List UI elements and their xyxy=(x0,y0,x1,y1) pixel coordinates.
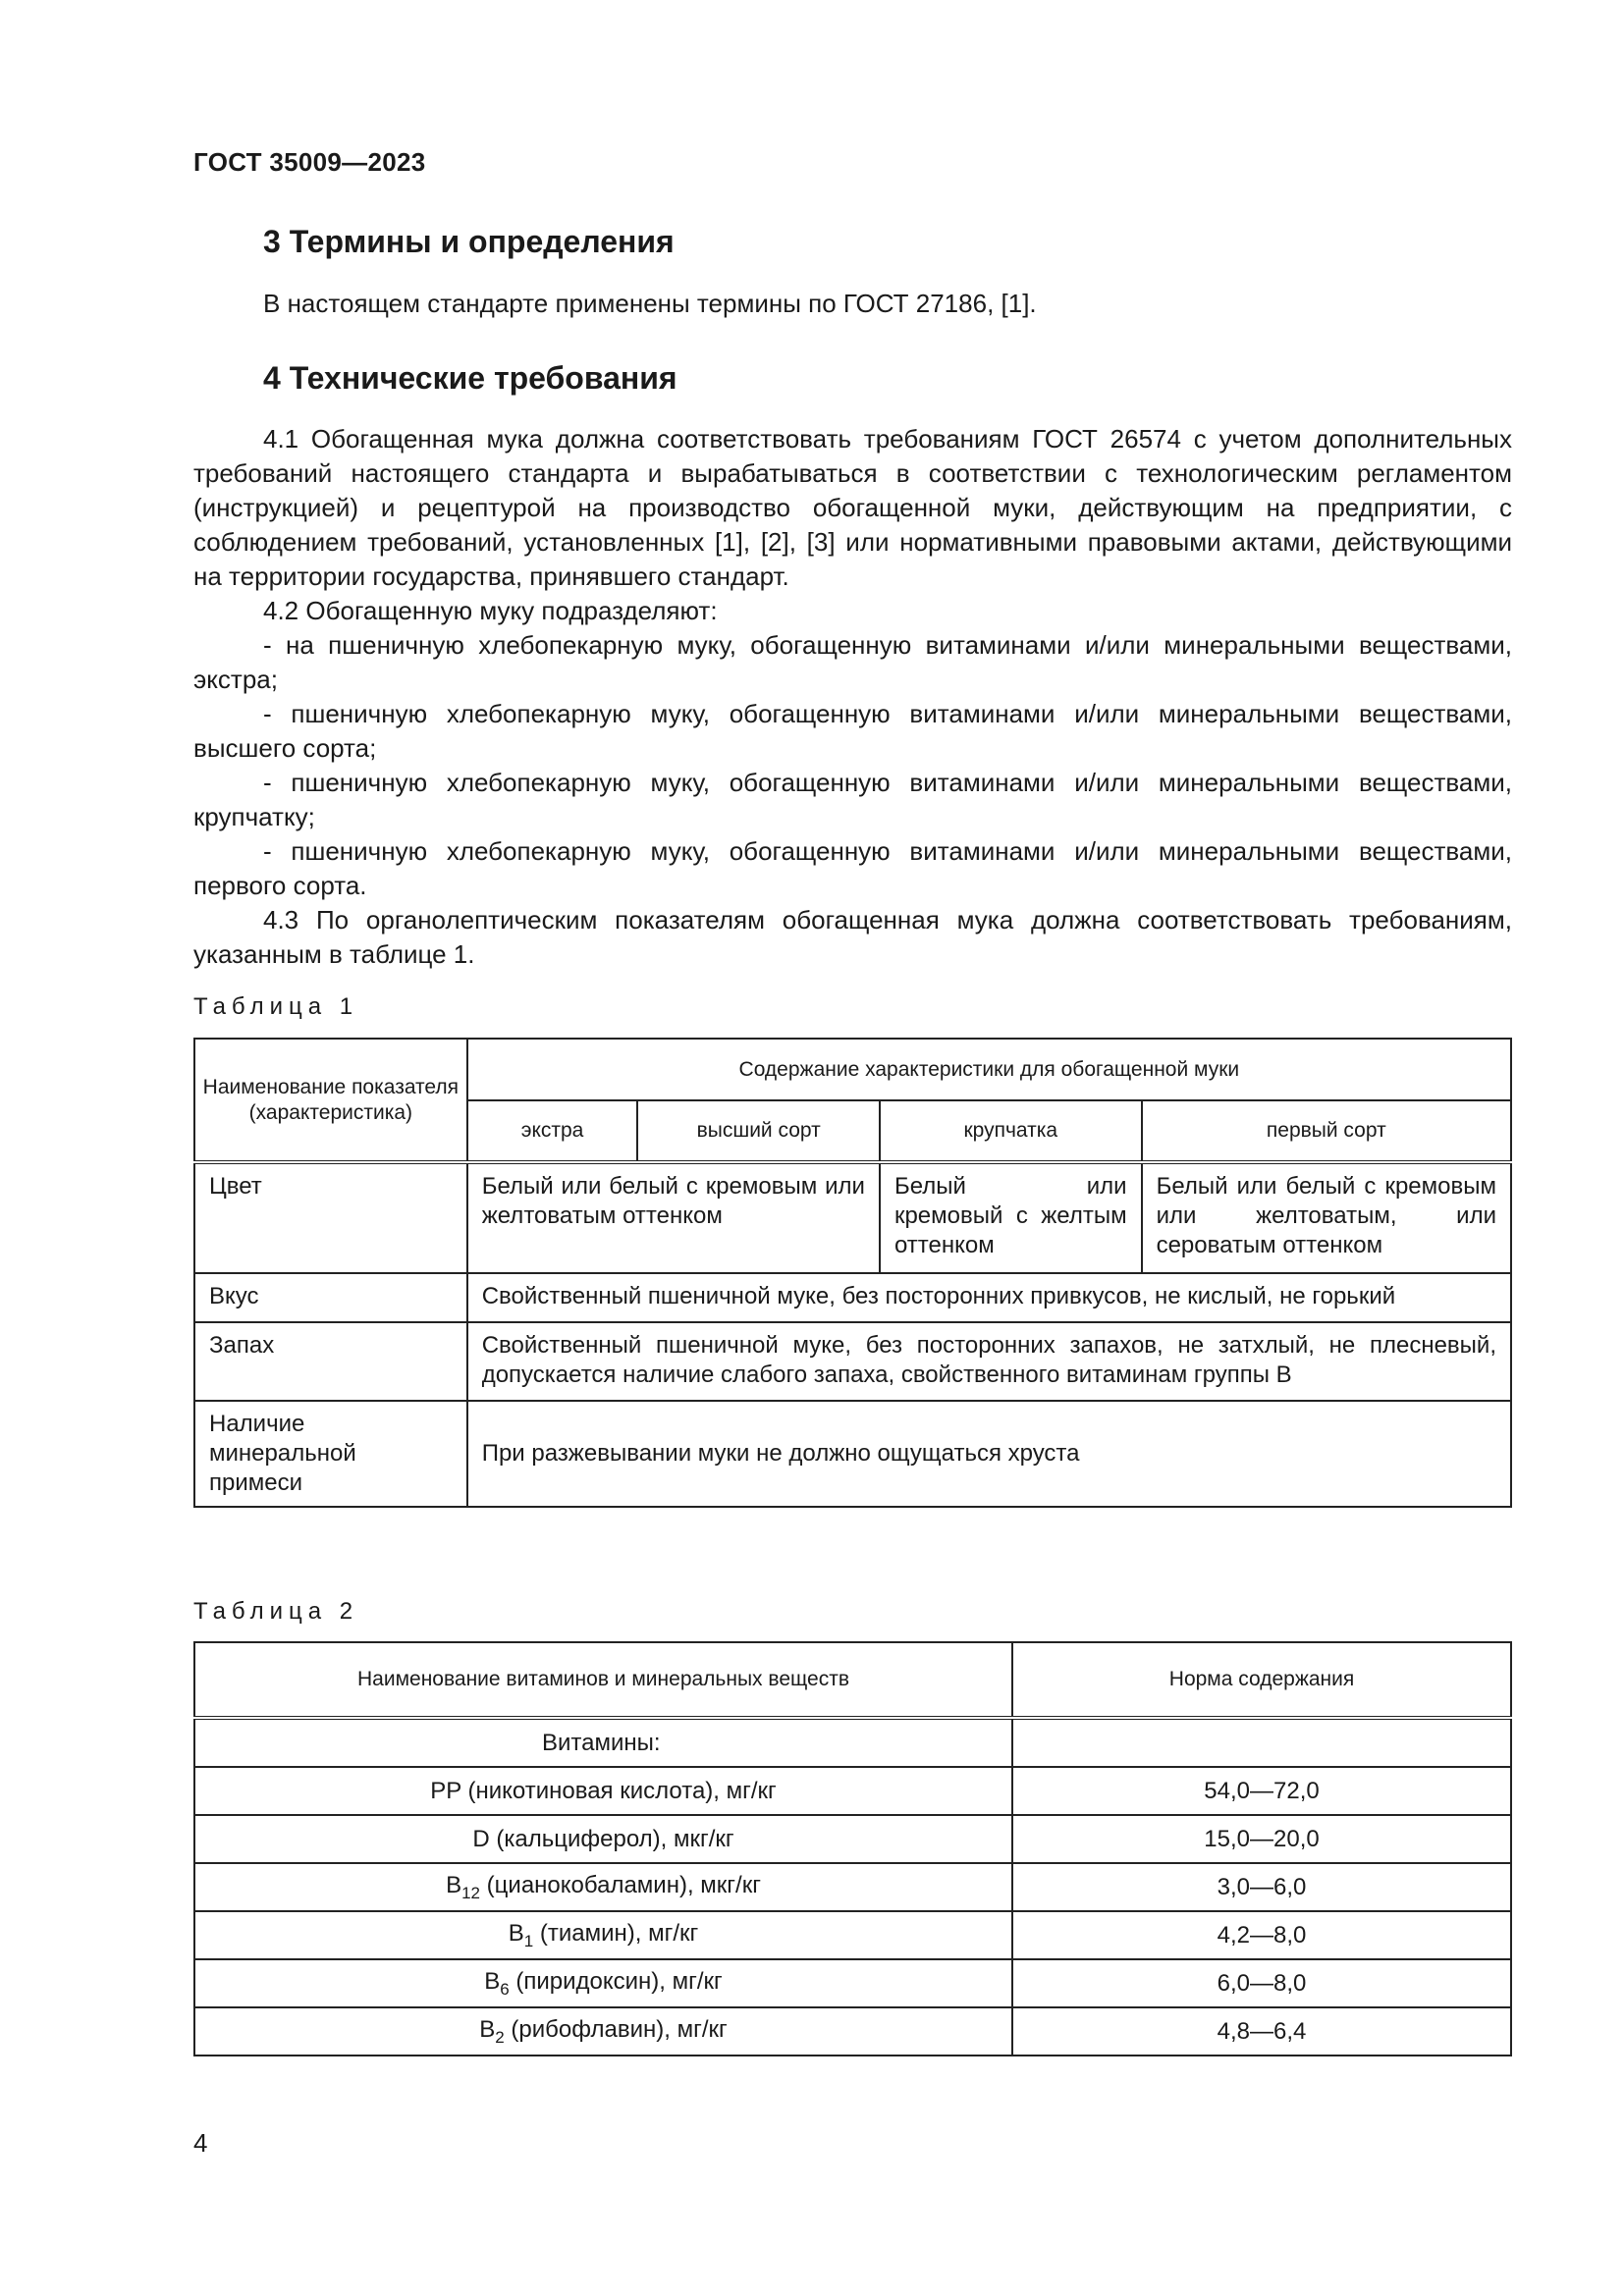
table-1-cell: Белый или кремовый с желтым оттенком xyxy=(880,1162,1142,1273)
vitamin-desc: (никотиновая кислота), мг/кг xyxy=(460,1777,777,1804)
table-2-empty-cell xyxy=(1012,1718,1511,1767)
table-2-norm: 15,0—20,0 xyxy=(1012,1815,1511,1863)
table-1-cell: Белый или белый с кремовым или желтоватым, или сероватым оттенком xyxy=(1142,1162,1511,1273)
table-row xyxy=(194,1959,1511,2007)
vitamin-symbol: D xyxy=(472,1825,490,1852)
vitamin-symbol: B xyxy=(446,1871,462,1898)
table-2 xyxy=(193,1641,1512,2056)
paragraph-4-3: 4.3 По органолептическим показателям обогащенная мука должна соответствовать требованиям, указанным в таблице 1. xyxy=(193,905,1512,969)
list-item: - пшеничную хлебопекарную муку, обогащенную витаминами и/или минеральными веществами, высшего сорта; xyxy=(193,699,1512,763)
table-1-cell: При разжевывании муки не должно ощущаться хруста xyxy=(467,1401,1511,1507)
table-2-vitamin-name xyxy=(194,2007,1012,2056)
table-1 xyxy=(193,1038,1512,1508)
document-header: ГОСТ 35009—2023 xyxy=(193,147,426,177)
vitamin-subscript: 12 xyxy=(461,1883,481,1902)
vitamin-subscript: 1 xyxy=(523,1931,534,1950)
table-2-norm: 4,8—6,4 xyxy=(1012,2007,1511,2056)
section-4-title: 4 Технические требования xyxy=(263,360,677,396)
table-1-cell: Свойственный пшеничной муке, без посторонних привкусов, не кислый, не горький xyxy=(467,1273,1511,1322)
table-2-norm: 54,0—72,0 xyxy=(1012,1767,1511,1815)
table-1-header-group: Содержание характеристики для обогащенной муки xyxy=(467,1039,1511,1100)
table-1-row-name: Запах xyxy=(194,1322,467,1401)
vitamin-desc: (тиамин), мг/кг xyxy=(533,1919,699,1947)
vitamin-symbol: B xyxy=(484,1967,501,1995)
vitamin-desc: (рибофлавин), мг/кг xyxy=(504,2015,728,2043)
vitamin-subscript: 6 xyxy=(500,1979,510,1999)
list-item: - на пшеничную хлебопекарную муку, обогащенную витаминами и/или минеральными веществами, экстра; xyxy=(193,630,1512,694)
table-2-norm: 6,0—8,0 xyxy=(1012,1959,1511,2007)
table-1-cell: Белый или белый с кремовым или желтоватым оттенком xyxy=(467,1162,880,1273)
table-row xyxy=(194,1911,1511,1959)
vitamin-subscript: 2 xyxy=(495,2027,505,2047)
table-1-header-grade: экстра xyxy=(467,1100,638,1162)
section-3-title: 3 Термины и определения xyxy=(263,224,675,259)
table-2-header-name: Наименование витаминов и минеральных веществ xyxy=(194,1642,1012,1718)
table-2-norm: 4,2—8,0 xyxy=(1012,1911,1511,1959)
vitamin-desc: (пиридоксин), мг/кг xyxy=(509,1967,723,1995)
vitamin-desc: (кальциферол), мкг/кг xyxy=(489,1825,734,1852)
table-2-vitamin-name xyxy=(194,1959,1012,2007)
table-2-vitamin-name xyxy=(194,1767,1012,1815)
table-2-vitamin-name xyxy=(194,1863,1012,1911)
table-row xyxy=(194,1767,1511,1815)
vitamin-desc: (цианокобаламин), мкг/кг xyxy=(480,1871,761,1898)
paragraph-4-2: 4.2 Обогащенную муку подразделяют: xyxy=(263,596,718,625)
vitamin-symbol: PP xyxy=(430,1777,461,1804)
table-2-vitamin-name xyxy=(194,1815,1012,1863)
table-1-row-name: Вкус xyxy=(194,1273,467,1322)
table-row xyxy=(194,1815,1511,1863)
section-3-text: В настоящем стандарте применены термины по ГОСТ 27186, [1]. xyxy=(263,289,1037,318)
paragraph-4-1: 4.1 Обогащенная мука должна соответствовать требованиям ГОСТ 26574 с учетом дополнительных требований настоящего стандарта и вырабатываться в соответствии с технологическим регламентом (инструкцией) и рецептурой на производство обогащенной муки, действующим на предприятии, с соблюдением требований, установленных [1], [2], [3] или нормативными правовыми актами, действующими на территории государства, принявшего стандарт. xyxy=(193,424,1512,591)
table-row xyxy=(194,2007,1511,2056)
vitamin-symbol: B xyxy=(508,1919,524,1947)
table-1-row-name: Цвет xyxy=(194,1162,467,1273)
table-2-header-norm: Норма содержания xyxy=(1012,1642,1511,1718)
table-2-group-label: Витамины: xyxy=(194,1718,1012,1767)
table-1-header-name: Наименование показателя (характеристика) xyxy=(194,1039,467,1162)
table-row xyxy=(194,1863,1511,1911)
table-1-header-grade: первый сорт xyxy=(1142,1100,1511,1162)
table-1-header-grade: высший сорт xyxy=(637,1100,880,1162)
section-4-body xyxy=(193,422,1512,972)
list-item: - пшеничную хлебопекарную муку, обогащенную витаминами и/или минеральными веществами, крупчатку; xyxy=(193,768,1512,831)
table-1-row-name: Наличие минеральной примеси xyxy=(194,1401,467,1507)
table-2-vitamin-name xyxy=(194,1911,1012,1959)
table-2-norm: 3,0—6,0 xyxy=(1012,1863,1511,1911)
page-number: 4 xyxy=(193,2128,208,2158)
vitamin-symbol: B xyxy=(479,2015,496,2043)
table-1-header-grade: крупчатка xyxy=(880,1100,1142,1162)
list-item: - пшеничную хлебопекарную муку, обогащенную витаминами и/или минеральными веществами, первого сорта. xyxy=(193,836,1512,900)
table-1-cell: Свойственный пшеничной муке, без посторонних запахов, не затхлый, не плесневый, допускается наличие слабого запаха, свойственного витаминам группы B xyxy=(467,1322,1511,1401)
table-1-caption: Таблица 1 xyxy=(193,993,359,1020)
table-2-caption: Таблица 2 xyxy=(193,1598,359,1625)
